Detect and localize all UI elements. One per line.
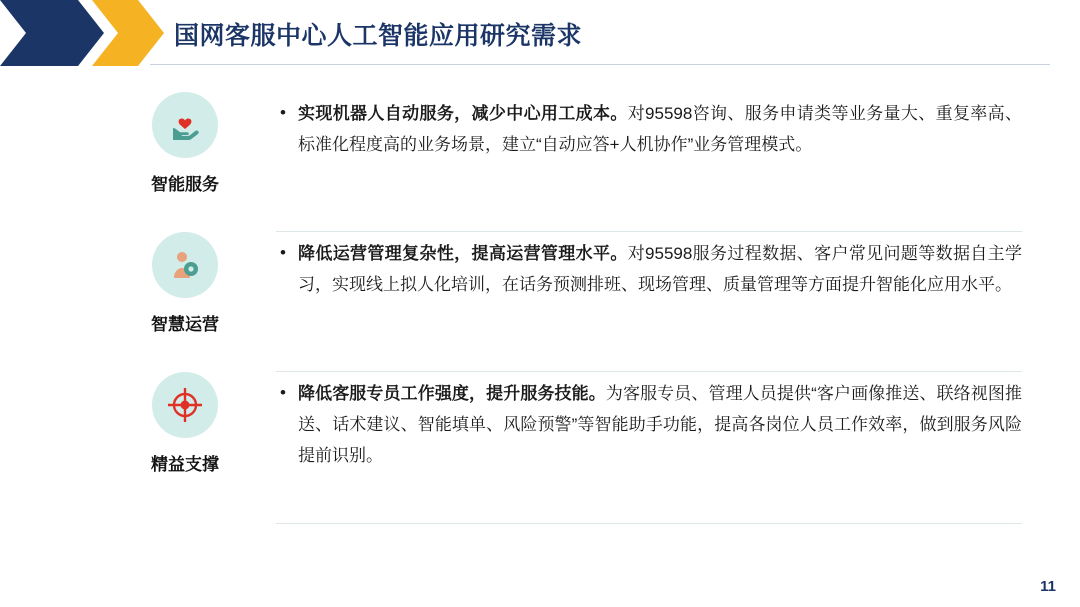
- section-text-column: [260, 232, 1080, 300]
- section-icon-label: 精益支撑: [151, 455, 219, 474]
- bullet-marker: •: [280, 103, 286, 122]
- section-lead-text: 降低运营管理复杂性，提高运营管理水平。: [298, 244, 628, 263]
- bullet-marker: •: [280, 243, 286, 262]
- target-icon: [152, 372, 218, 438]
- section-body-text: 为客服专员、管理人员提供“客户画像推送、联络视图推送、话术建议、智能填单、风险预警”等智能助手功能，提高各岗位人员工作效率，做到服务风险提前识别。: [298, 384, 1022, 465]
- section-icon-label: 智能服务: [151, 175, 219, 194]
- chevron-navy-decoration: [0, 0, 104, 66]
- section-row: [0, 92, 1080, 232]
- section-paragraph: [298, 238, 1022, 300]
- heart-in-hands-icon: [152, 92, 218, 158]
- bullet-marker: •: [280, 383, 286, 402]
- section-row: [0, 232, 1080, 372]
- page-title: 国网客服中心人工智能应用研究需求: [174, 22, 583, 50]
- section-body-text: 对95598咨询、服务申请类等业务量大、重复率高、标准化程度高的业务场景，建立“自动应答+人机协作”业务管理模式。: [298, 104, 1022, 154]
- section-paragraph: [298, 98, 1022, 160]
- section-icon-column: [110, 372, 260, 475]
- section-lead-text: 降低客服专员工作强度，提升服务技能。: [298, 384, 606, 403]
- section-icon-column: [110, 92, 260, 195]
- section-icon-column: [110, 232, 260, 335]
- section-text-column: [260, 372, 1080, 471]
- header-divider: [150, 64, 1050, 65]
- slide-header: [0, 0, 1080, 66]
- slide-body: [0, 92, 1080, 522]
- section-body-text: 对95598服务过程数据、客户常见问题等数据自主学习，实现线上拟人化培训，在话务预测排班、现场管理、质量管理等方面提升智能化应用水平。: [298, 244, 1022, 294]
- section-divider: [276, 523, 1022, 524]
- section-icon-label: 智慧运营: [151, 315, 219, 334]
- section-text-column: [260, 92, 1080, 160]
- section-row: [0, 372, 1080, 522]
- section-lead-text: 实现机器人自动服务，减少中心用工成本。: [298, 104, 628, 123]
- page-number: 11: [1040, 578, 1056, 595]
- section-paragraph: [298, 378, 1022, 471]
- person-gear-icon: [152, 232, 218, 298]
